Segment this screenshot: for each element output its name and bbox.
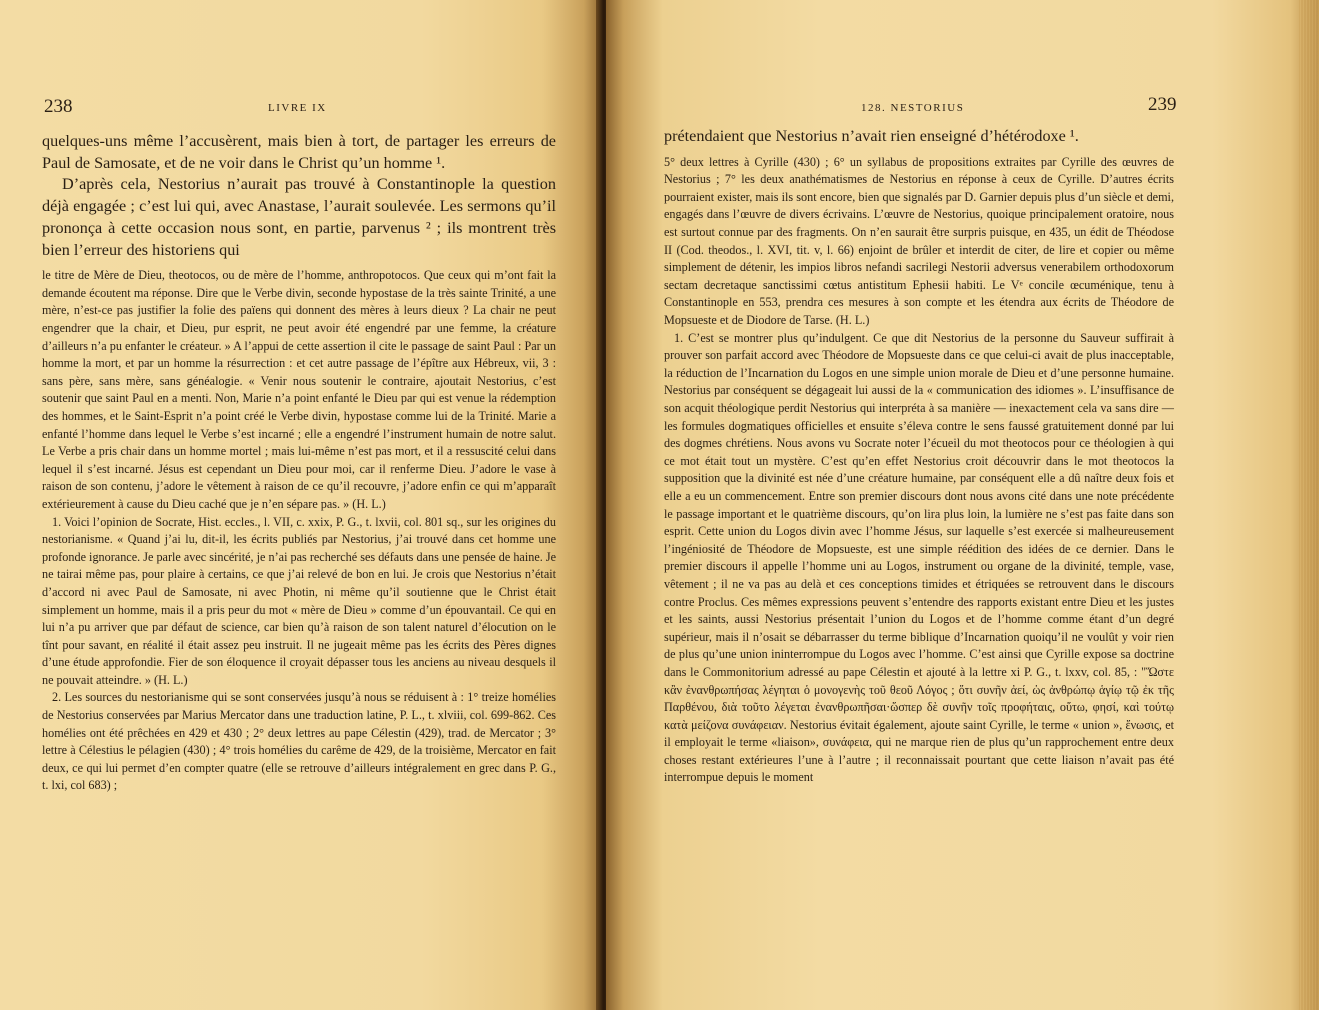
page-number: 238	[44, 96, 73, 117]
left-page	[0, 0, 602, 1010]
footnote: 1. Voici l’opinion de Socrate, Hist. eccles., l. VII, c. xxix, P. G., t. lxvii, col. 801 sq., sur les origines du nestorianisme. « Quand j’ai lu, dit-il, les écrits publiés par Nestorius, j’ai trouvé dans cet homme une profonde ignorance. Je parle avec sincérité, je n’ai pas recherché ses défauts dans une pensée de haine. Je ne tairai même pas, pour plaire à certains, ce que j’ai relevé de bon en lui. Je crois que Nestorius n’était d’accord ni avec Paul de Samosate, ni avec Photin, ni même qu’il soutienne que le Christ était simplement un homme, mais il a pris peur du mot « mère de Dieu » comme d’un épouvantail. Ce qui en lui n’a pu arriver que par défaut de science, car bien qu’à raison de son talent naturel d’élocution on le tînt pour savant, en réalité il était assez peu instruit. Il ne jugeait même pas les écrits des Pères dignes d’une étude approfondie. Fier de son éloquence il croyait dépasser tous les anciens au niveau desquels il ne pouvait atteindre. » (H. L.)	[42, 514, 556, 687]
running-head: 128. NESTORIUS	[861, 102, 965, 114]
body-paragraph: quelques-uns même l’accusèrent, mais bien à tort, de partager les erreurs de Paul de Samosate, et de ne voir dans le Christ qu’un homme ¹.	[42, 132, 556, 172]
page-edge	[1299, 0, 1319, 1010]
left-page-body	[42, 131, 556, 795]
right-page	[606, 0, 1319, 1010]
running-head: LIVRE IX	[268, 102, 327, 114]
right-page-body	[664, 126, 1174, 787]
left-page-header	[0, 96, 602, 120]
body-paragraph: prétendaient que Nestorius n’avait rien enseigné d’hétérodoxe ¹.	[664, 127, 1079, 145]
footnote: le titre de Mère de Dieu, theotocos, ou de mère de l’homme, anthropotocos. Que ceux qui m’ont fait la demande écoutent ma réponse. Dire que le Verbe divin, seconde hypostase de la très sainte Trinité, a une mère, n’est-ce pas justifier la folie des païens qui donnent des mères à leurs dieux ? La chair ne peut engendrer que la chair, et Dieu, pur esprit, ne peut avoir été engendré par une femme, la créature d’ailleurs n’a pu enfanter le créateur. » A l’appui de cette assertion il cite le passage de saint Paul : Par un homme la mort, et par un homme la résurrection : et cet autre passage de l’épître aux Hébreux, vii, 3 : sans père, sans mère, sans généalogie. « Venir nous soutenir le contraire, ajoutait Nestorius, c’est soutenir que saint Paul en a menti. Non, Marie n’a point enfanté le Dieu par qui est venue la rédemption des hommes, et le Saint-Esprit n’a point créé le Verbe divin, hypostase comme lui de la Trinité. Marie a enfanté l’homme dans lequel le Verbe s’est incarné ; elle a engendré l’instrument humain de notre salut. Le Verbe a pris chair dans un homme mortel ; mais lui-même n’est pas mort, et il a ressuscité celui dans lequel il s’est incarné. Jésus est cependant un Dieu pour moi, car il renferme Dieu. J’adore le vase à raison de son contenu, j’adore le vêtement à raison de ce qu’il recouvre, j’adore enfin ce qui m’apparaît extérieurement à cause du Dieu caché que je n’en sépare pas. » (H. L.)	[42, 268, 556, 511]
page-number: 239	[1148, 94, 1177, 115]
footnote: 5° deux lettres à Cyrille (430) ; 6° un syllabus de propositions extraites par Cyrille des œuvres de Nestorius ; 7° les deux anathématismes de Nestorius en réponse à ceux de Cyrille. D’autres écrits pourraient exister, mais ils sont encore, bien que signalés par D. Garnier depuis plus d’un siècle et demi, engagés dans l’œuvre de divers écrivains. L’œuvre de Nestorius, quoique principalement oratoire, nous est surtout connue par des fragments. On n’en saurait être surpris puisque, en 435, un édit de Théodose II (Cod. theodos., l. XVI, tit. v, l. 66) enjoint de brûler et interdit de citer, de lire et copier ou même simplement de détenir, les impios libros nefandi sacrilegi Nestorii adversus venerabilem orthodoxorum sectam decretaque sanctissimi cœtus antistitum Ephesii habiti. Le Vᵉ concile œcuménique, tenu à Constantinople en 553, prendra ces mesures à son compte et les étendra aux écrits de Théodore de Mopsueste et de Diodore de Tarse. (H. L.)	[664, 154, 1174, 328]
footnote: 2. Les sources du nestorianisme qui se sont conservées jusqu’à nous se réduisent à : 1° treize homélies de Nestorius conservées par Marius Mercator dans une traduction latine, P. L., t. xlviii, col. 699-862. Ces homélies ont été prêchées en 429 et 430 ; 2° deux lettres au pape Célestin (429), trad. de Mercator ; 3° lettre à Célestius le pélagien (430) ; 4° trois homélies du carême de 429, de la troisième, Mercator en fait deux, ce qui lui permet d’en compter quatre (elle se retrouve d’ailleurs intégralement en grec dans P. G., t. lxi, col 683) ;	[42, 690, 556, 793]
body-paragraph: D’après cela, Nestorius n’aurait pas trouvé à Constantinople la question déjà engagée ; c’est lui qui, avec Anastase, l’aurait soulevée. Les sermons qu’il prononça à cette occasion nous sont, en partie, parvenus ² ; ils montrent très bien l’erreur des historiens qui	[42, 175, 556, 259]
footnote: 1. C’est se montrer plus qu’indulgent. Ce que dit Nestorius de la personne du Sauveur suffirait à prouver son parfait accord avec Théodore de Mopsueste dans ce que celui-ci avait de plus inacceptable, la réduction de l’Incarnation du Logos en une simple union morale de Dieu et d’une personne humaine. Nestorius par conséquent se dégageait lui aussi de la « communication des idiomes ». L’insuffisance de son acquit théologique perdit Nestorius qui interpréta à sa manière — inexactement cela va sans dire — les formules dogmatiques officielles et ensuite s’éleva contre le sens faussé gratuitement donné par lui des dogmes chrétiens. Nous avons vu Socrate noter l’écueil du mot theotocos pour ce théologien à qui ce mot était tout un mystère. C’est qu’en effet Nestorius croit découvrir dans le mot theotocos la supposition que la divinité est née d’une créature humaine, par conséquent elle a dû naître deux fois et elle a eu un commencement. Entre son premier discours dont nous avons cité dans une note précédente le passage important et le quatrième discours, qu’on lira plus loin, la lumière ne s’est pas faite dans son esprit. Cette union du Logos divin avec l’homme Jésus, sur laquelle s’est exercée si malheureusement l’ingéniosité de Théodore de Mopsueste, est une simple réédition des idées de ce dernier. Dans le premier discours il appelle l’homme uni au Logos, instrument ou organe de la divinité, temple, vase, vêtement ; il ne va pas au delà et ces conceptions timides et étriquées se retrouvent dans le discours contre Proclus. Ces mêmes expressions peuvent s’entendre des rapports existant entre Dieu et les justes et les saints, aussi Nestorius présentait l’union du Logos et de l’homme comme étant d’un degré supérieur, mais il n’osait se débarrasser du terme biblique d’Incarnation quoiqu’il ne voulût y voir rien de plus qu’une union ininterrompue du Logos avec l’homme. C’est ainsi que Cyrille expose sa doctrine dans le Commonitorium adressé au pape Célestin et ajouté à la lettre xi P. G., t. lxxv, col. 85, : "Ὥστε κἂν ἐνανθρωπήσας λέγηται ὁ μονογενὴς τοῦ θεοῦ Λόγος ; ὅτι συνῆν ἀεί, ὡς ἀνθρώπῳ ἁγίῳ τῷ ἐκ τῆς Παρθένου, διὰ τοῦτο λέγεται ἐνανθρωπῆσαι·ὥσπερ δὲ συνῆν τοῖς προφήταις, οὕτω, φησί, καὶ τούτῳ κατὰ μείζονα συνάφειαν. Nestorius évitait également, ajoute saint Cyrille, le terme « union », ἕνωσις, et il employait le terme «liaison», συνάφεια, qui ne marque rien de plus qu’un rapprochement entre deux choses restant extérieures l’une à l’autre ; il reconnaissait pourtant que cette liaison n’avait pas été interrompue depuis le moment	[664, 330, 1174, 785]
right-page-header	[606, 96, 1319, 120]
